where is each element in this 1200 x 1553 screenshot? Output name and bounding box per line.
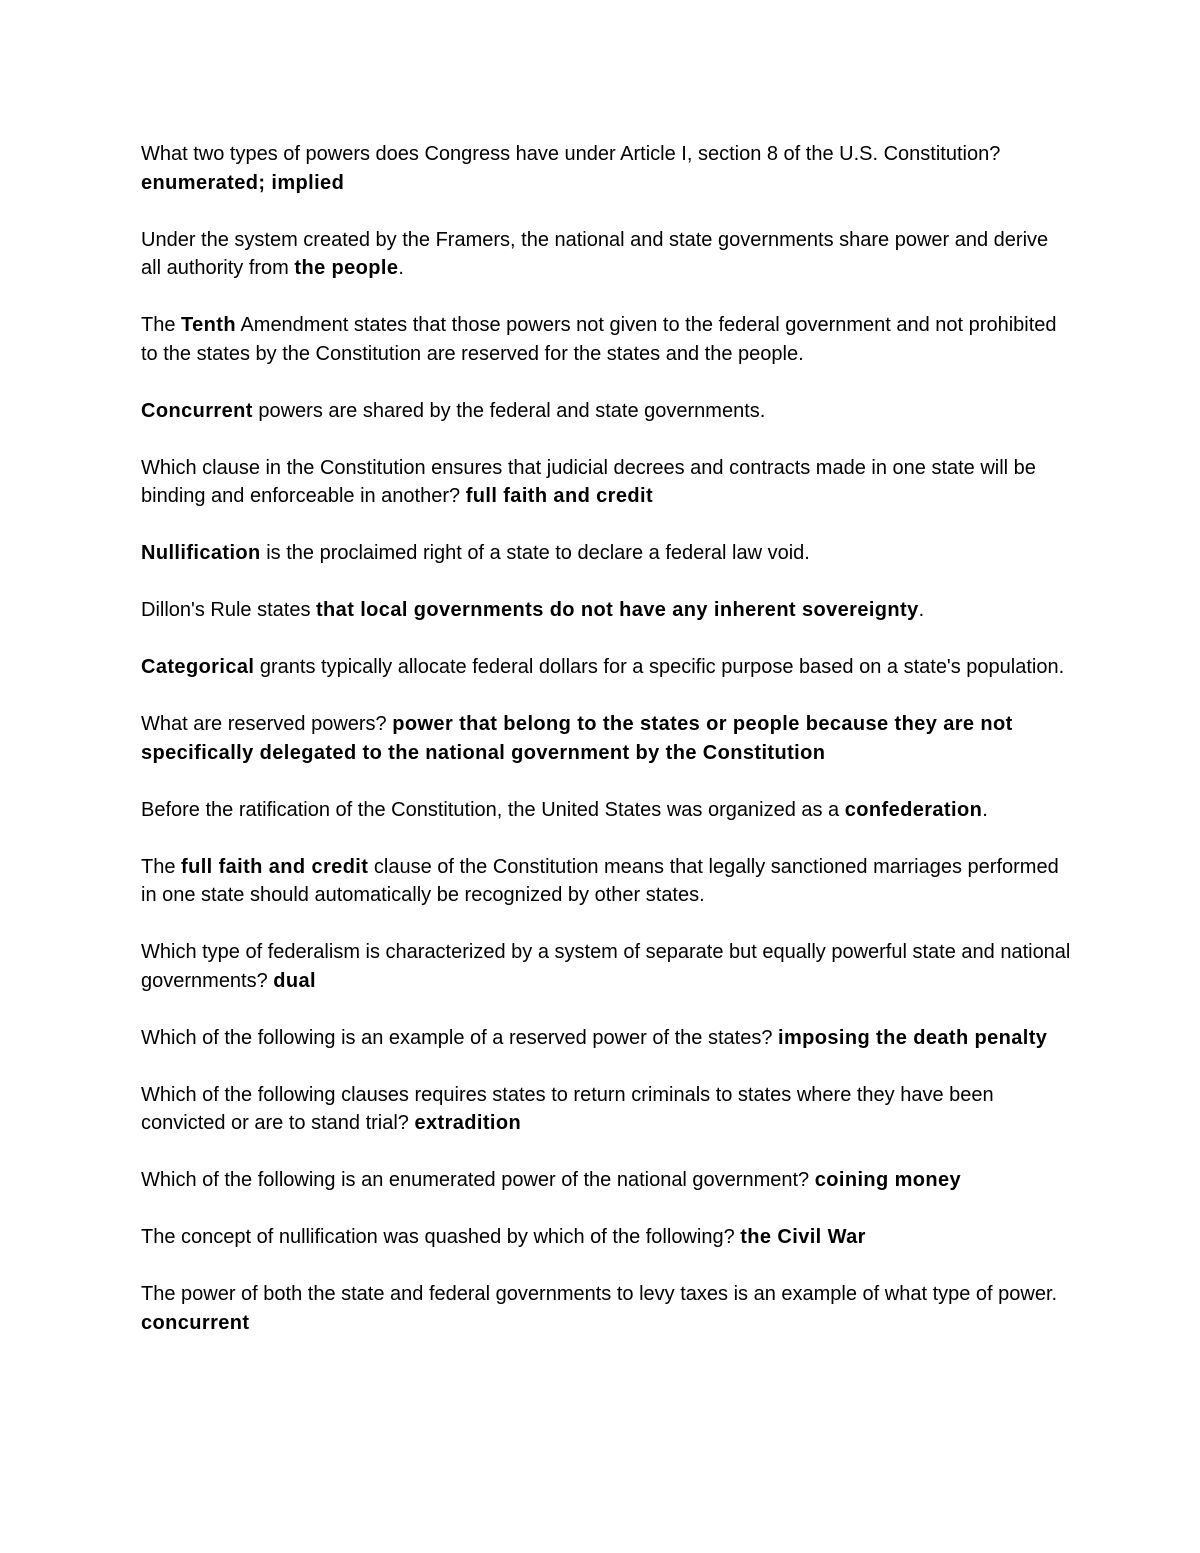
question-text: What two types of powers does Congress have under Article I, section 8 of the U.S. Constitution?: [141, 143, 1001, 165]
answer-text: extradition: [414, 1112, 522, 1134]
answer-text: concurrent: [141, 1311, 250, 1334]
answer-text: confederation: [844, 798, 983, 821]
qa-paragraph: [141, 311, 1071, 368]
answer-text: Categorical: [141, 656, 255, 678]
qa-paragraph: [141, 397, 1071, 426]
qa-paragraph: [141, 653, 1071, 682]
qa-paragraph: [141, 1223, 1071, 1252]
answer-text: full faith and credit: [181, 855, 369, 878]
qa-paragraph: [141, 539, 1071, 568]
question-text: Dillon's Rule states: [141, 599, 316, 621]
qa-paragraph: [141, 1081, 1071, 1138]
answer-text: Concurrent: [141, 399, 253, 422]
qa-paragraph: [141, 140, 1071, 197]
qa-paragraph: [141, 710, 1071, 767]
question-text: Which type of federalism is characterized by a system of separate but equally powerful state and national governments?: [141, 941, 1071, 992]
question-text: powers are shared by the federal and state governments.: [252, 399, 766, 422]
question-text: Amendment states that those powers not given to the federal government and not prohibited to the states by the Constitution are reserved for the states and the people.: [141, 314, 1057, 365]
qa-paragraph: [141, 454, 1071, 511]
question-text: clause of the Constitution means that legally sanctioned marriages performed in one state should automatically be recognized by other states.: [141, 855, 1059, 906]
answer-text: enumerated; implied: [141, 171, 345, 194]
answer-text: imposing the death penalty: [778, 1026, 1048, 1049]
answer-text: Tenth: [181, 314, 236, 336]
answer-text: coining money: [814, 1169, 962, 1191]
question-text: .: [398, 257, 404, 279]
question-text: Which clause in the Constitution ensures that judicial decrees and contracts made in one state will be binding and enforceable in another?: [141, 456, 1036, 507]
qa-paragraph: [141, 226, 1071, 283]
question-text: What are reserved powers?: [141, 713, 393, 735]
qa-paragraph: [141, 796, 1071, 825]
answer-text: the people: [294, 257, 399, 279]
question-text: The power of both the state and federal governments to levy taxes is an example of what type of power.: [141, 1283, 1058, 1305]
question-text: Which of the following is an example of a reserved power of the states?: [141, 1026, 779, 1049]
question-text: The: [141, 855, 182, 878]
question-text: is the proclaimed right of a state to declare a federal law void.: [260, 542, 810, 564]
question-text: Before the ratification of the Constitution, the United States was organized as a: [141, 798, 845, 821]
qa-paragraph: [141, 1166, 1071, 1195]
question-text: Which of the following is an enumerated power of the national government?: [141, 1169, 815, 1191]
question-text: Under the system created by the Framers, the national and state governments share power and derive all authority from: [141, 228, 1049, 279]
answer-text: Nullification: [141, 542, 261, 564]
question-text: .: [982, 798, 988, 821]
answer-text: the Civil War: [740, 1226, 866, 1248]
answer-text: power that belong to the states or people because they are not specifically delegated to the national government by the Constitution: [141, 713, 1013, 764]
qa-paragraph: [141, 853, 1071, 910]
qa-paragraph: [141, 1280, 1071, 1337]
question-text: The concept of nullification was quashed by which of the following?: [141, 1226, 741, 1248]
answer-text: dual: [273, 969, 317, 992]
answer-text: full faith and credit: [465, 485, 653, 507]
question-text: The: [141, 314, 182, 336]
answer-text: that local governments do not have any inherent sovereignty: [316, 599, 919, 621]
qa-paragraph: [141, 596, 1071, 625]
question-text: .: [918, 599, 925, 621]
document-page: [141, 140, 1071, 1366]
qa-paragraph: [141, 938, 1071, 995]
question-text: Which of the following clauses requires states to return criminals to states where they have been convicted or are to stand trial?: [141, 1083, 994, 1134]
question-text: grants typically allocate federal dollars for a specific purpose based on a state's population.: [254, 656, 1065, 678]
qa-paragraph: [141, 1024, 1071, 1053]
